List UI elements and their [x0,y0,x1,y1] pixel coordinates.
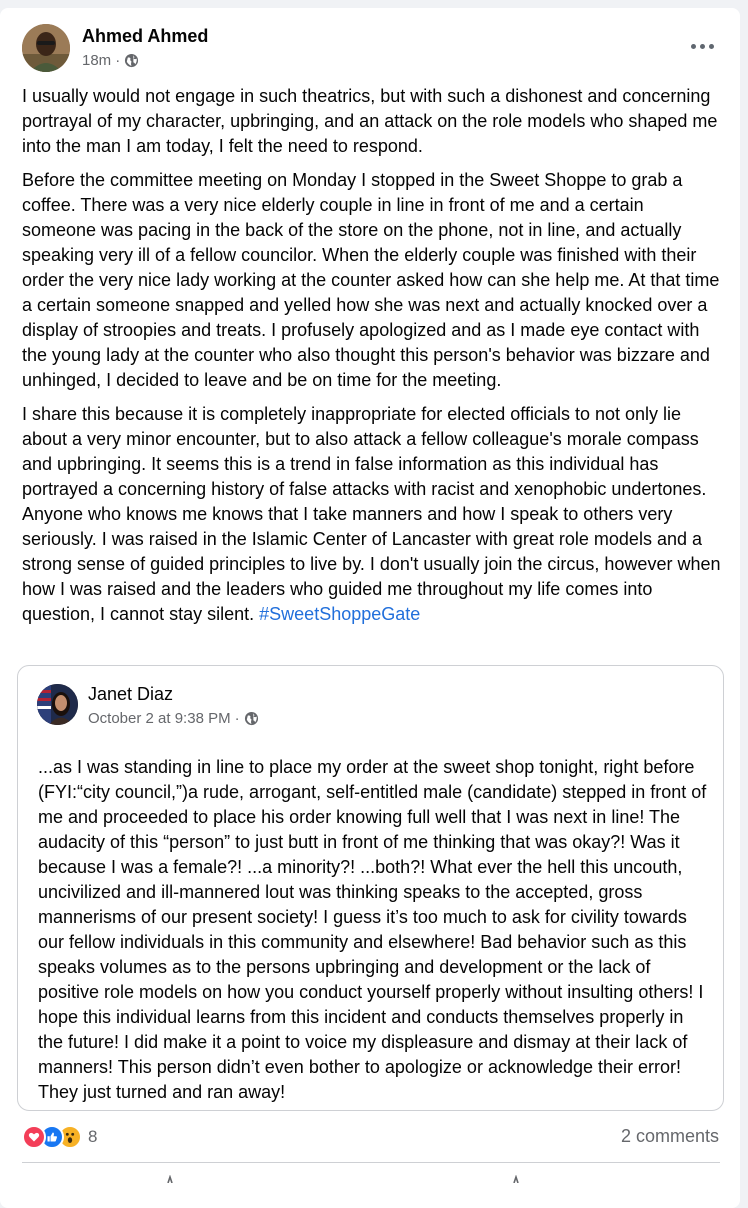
shared-author-avatar-image [37,684,78,725]
post-paragraph [22,402,722,627]
shared-author-name[interactable]: Janet Diaz [88,684,174,704]
meta-separator: · [234,710,240,727]
post-paragraph: Before the committee meeting on Monday I stopped in the Sweet Shoppe to grab a coffee. There was a very nice elderly couple in line in front of me and a certain someone was pacing in the back of the store on the phone, not in line, and actually speaking very ill of a fellow councilor. When the elderly couple was finished with their order the very nice lady working at the counter asked how can she help me. At that time a certain someone snapped and yelled how she was next and actually knocked over a display of stroopies and treats. I profusely apologized and as I made eye contact with the young lady at the counter who also thought this person's behavior was bizzare and unhinged, I decided to leave and be on time for the meeting. [22,170,720,390]
meta-separator: · [115,52,121,69]
comment-action-icon[interactable] [512,1175,520,1183]
author-avatar-image [22,24,70,72]
comments-count-link[interactable]: 2 comments [620,1126,719,1146]
post-text [22,84,722,636]
more-options-icon [691,44,714,49]
globe-icon[interactable] [124,53,139,68]
reaction-count: 8 [88,1127,98,1146]
post-card [0,8,740,1208]
more-options-button[interactable] [684,34,720,58]
shared-post-meta [88,710,259,727]
shared-post-text: ...as I was standing in line to place my order at the sweet shop tonight, right before (FYI:“city council,”)a rude, arrogant, self-entitled male (candidate) stepped in front of me and proceeded to place his order knowing full well that I was next in line! The audacity of this “person” to just butt in front of me thinking that was okay?! Was it because I was a female?! ...a minority?! ...both?! What ever the hell this uncouth, uncivilized and ill-mannered lout was thinking speaks to the accepted, gross mannerisms of our present society! I guess it’s too much to ask for civility towards our fellow individuals in this community and elsewhere! Bad behavior such as this speaks volumes as to the persons upbringing and development or the lack of positive role models on how you conduct yourself properly without insulting others! I hope this individual learns from this incident and conducts themselves properly in the future! I did make it a point to voice my displeasure and dismay at their lack of manners! This person didn’t even bother to apologize or acknowledge their error! They just turned and ran away! [38,757,707,1102]
reactions-summary[interactable] [22,1123,97,1151]
shared-post-timestamp[interactable]: October 2 at 9:38 PM [88,710,231,727]
author-avatar[interactable] [22,24,70,72]
post-meta [82,52,139,69]
divider [22,1162,720,1163]
love-icon [22,1125,46,1149]
author-name[interactable]: Ahmed Ahmed [82,26,209,46]
shared-author-avatar[interactable] [37,684,78,725]
shared-post[interactable] [17,665,724,1111]
post-paragraph: I usually would not engage in such theatrics, but with such a dishonest and concerning portrayal of my character, upbringing, and an attack on the role models who shaped me into the man I am today, I felt the need to respond. [22,86,718,156]
post-header [22,22,722,74]
like-action-icon[interactable] [166,1175,174,1183]
hashtag-link[interactable]: #SweetShoppeGate [259,604,421,624]
globe-icon[interactable] [244,711,259,726]
post-paragraph-text: I share this because it is completely inappropriate for elected officials to not only lie about a very minor encounter, but to also attack a fellow colleague's morale compass and upbringing. It seems this is a trend in false information as this individual has portrayed a concerning history of false attacks with racist and xenophobic undertones. Anyone who knows me knows that I take manners and how I speak to others very seriously. I was raised in the Islamic Center of Lancaster with great role models and a strong sense of guided principles to live by. I don't usually join the circus, however when how I was raised and the leaders who guided me throughout my life comes into question, I cannot stay silent. [22,404,721,624]
post-timestamp[interactable]: 18m [82,52,112,69]
